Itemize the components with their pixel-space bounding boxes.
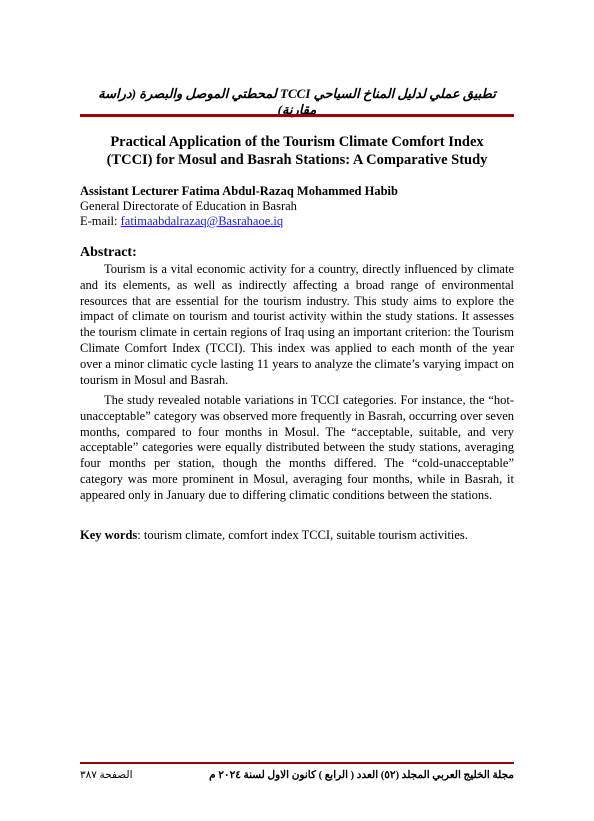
paper-title bbox=[80, 133, 514, 169]
abstract-paragraph-1: Tourism is a vital economic activity for a country, directly influenced by climate and its elements, as well as indirectly affecting a broad range of environmental resources that are essential for the tourism industry. This study aims to explore the impact of climate on tourism and tourist activity within the study stations. It assesses the tourism climate in certain regions of Iraq using an important criterion: the Tourism Climate Comfort Index (TCCI). This index was applied to each month of the year over a minor climatic cycle lasting 11 years to analyze the climate’s varying impact on tourism in Mosul and Basrah. bbox=[80, 262, 514, 387]
keywords-label: Key words bbox=[80, 528, 138, 542]
keywords-text: : tourism climate, comfort index TCCI, suitable tourism activities. bbox=[137, 528, 468, 542]
abstract-heading: Abstract: bbox=[80, 245, 137, 260]
email-link[interactable]: fatimaabdalrazaq@Basrahaoe.iq bbox=[120, 214, 284, 228]
running-header: تطبيق عملي لدليل المناخ السياحي TCCI لمحطتي الموصل والبصرة (دراسة مقارنة) bbox=[98, 86, 496, 117]
affiliation: General Directorate of Education in Basrah bbox=[80, 199, 297, 213]
email-line bbox=[80, 214, 514, 229]
header-divider bbox=[80, 114, 514, 117]
footer-divider bbox=[80, 762, 514, 764]
keywords bbox=[80, 528, 514, 543]
author-name: Assistant Lecturer Fatima Abdul-Razaq Mohammed Habib bbox=[80, 184, 398, 198]
title-line-1: Practical Application of the Tourism Climate Comfort Index bbox=[110, 134, 484, 150]
abstract-paragraph-2: The study revealed notable variations in TCCI categories. For instance, the “hot-unacceptable” category was observed more frequently in Basrah, occurring over seven months, compared to four months in Mosul. The “acceptable, suitable, and very acceptable” categories were equally distributed between the study stations, averaging four months per station, though the months differed. The “cold-unacceptable” category was more prominent in Mosul, averaging four months, while in Basrah, it appeared only in January due to differing climatic conditions between the stations. bbox=[80, 393, 514, 502]
footer-journal-info: مجلة الخليج العربي المجلد (٥٢) العدد ( الرابع ) كانون الاول لسنة ٢٠٢٤ م bbox=[209, 770, 514, 781]
author-block bbox=[80, 184, 514, 229]
title-line-2: (TCCI) for Mosul and Basrah Stations: A Comparative Study bbox=[106, 152, 488, 168]
footer-page-number: الصفحة ٣٨٧ bbox=[80, 770, 133, 781]
email-label: E-mail: bbox=[80, 214, 121, 228]
